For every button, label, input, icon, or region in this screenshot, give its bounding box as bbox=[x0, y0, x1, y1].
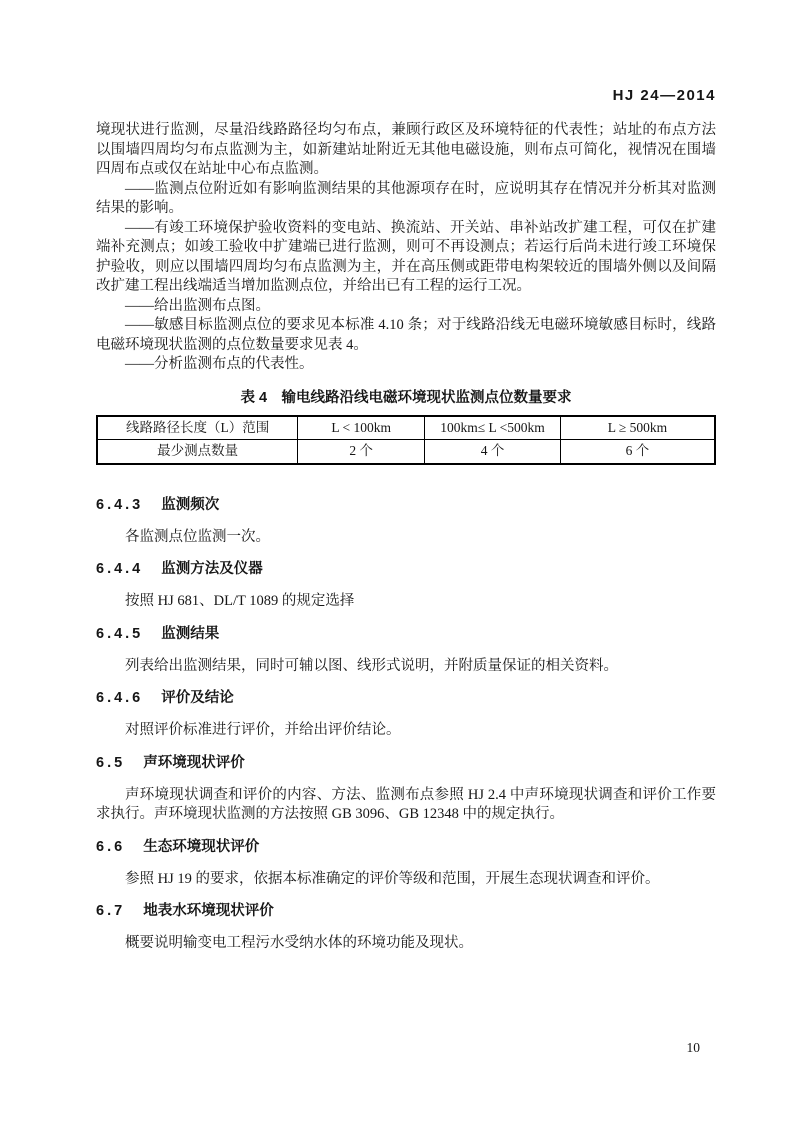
section-6-5 bbox=[96, 753, 716, 825]
body-paragraph: 境现状进行监测，尽量沿线路路径均匀布点，兼顾行政区及环境特征的代表性；站址的布点方法以围墙四周均匀布点监测为主，如新建站址附近无其他电磁设施，则布点可简化，视情况在围墙四周布点或仅在站址中心布点监测。 bbox=[96, 122, 716, 177]
page-number: 10 bbox=[686, 1040, 700, 1055]
section-number: 6.4.6 bbox=[96, 690, 144, 706]
table-cell: 2 个 bbox=[298, 440, 425, 464]
section-6-4-5 bbox=[96, 624, 716, 677]
section-title: 地表水环境现状评价 bbox=[143, 903, 274, 919]
section-number: 6.6 bbox=[96, 838, 126, 855]
table-caption: 表 4 输电线路沿线电磁环境现状监测点位数量要求 bbox=[240, 389, 572, 406]
table-4 bbox=[96, 415, 716, 465]
document-header-code: HJ 24—2014 bbox=[612, 87, 716, 104]
table-cell: 线路路径长度（L）范围 bbox=[97, 416, 298, 440]
section-body: 参照 HJ 19 的要求，依据本标准确定的评价等级和范围，开展生态现状调查和评价。 bbox=[125, 870, 660, 887]
section-number: 6.4.4 bbox=[96, 561, 144, 577]
section-6-4-4 bbox=[96, 559, 716, 612]
section-heading bbox=[96, 901, 716, 921]
section-body: 概要说明输变电工程污水受纳水体的环境功能及现状。 bbox=[125, 935, 473, 951]
page-content bbox=[96, 0, 716, 966]
sections-block bbox=[96, 495, 716, 954]
body-paragraph: ——敏感目标监测点位的要求见本标准 4.10 条；对于线路沿线无电磁环境敏感目标时，线路电磁环境现状监测的点位数量要求见表 4。 bbox=[96, 317, 716, 353]
section-heading bbox=[96, 837, 716, 857]
table-cell: 4 个 bbox=[425, 440, 561, 464]
section-title: 监测频次 bbox=[161, 496, 220, 513]
table-cell: L ≥ 500km bbox=[560, 416, 715, 440]
body-paragraph: ——给出监测布点图。 bbox=[125, 297, 270, 314]
table-cell: L < 100km bbox=[298, 416, 425, 440]
section-title: 声环境现状评价 bbox=[143, 754, 245, 771]
body-paragraph: ——监测点位附近如有影响监测结果的其他源项存在时，应说明其存在情况并分析其对监测结果的影响。 bbox=[96, 180, 716, 216]
section-heading bbox=[96, 624, 716, 644]
section-number: 6.4.3 bbox=[96, 496, 144, 513]
body-text-block bbox=[96, 121, 716, 375]
table-row bbox=[97, 440, 715, 464]
section-title: 监测结果 bbox=[161, 625, 220, 642]
section-body: 对照评价标准进行评价，并给出评价结论。 bbox=[125, 722, 401, 738]
body-paragraph: ——有竣工环境保护验收资料的变电站、换流站、开关站、串补站改扩建工程，可仅在扩建端补充测点；如竣工验收中扩建端已进行监测，则可不再设测点；若运行后尚未进行竣工环境保护验收，则应以围墙四周均匀布点监测为主，并在高压侧或距带电构架较近的围墙外侧以及间隔改扩建工程出线端适当增加监测点位，并给出已有工程的运行工况。 bbox=[96, 219, 716, 294]
section-number: 6.4.5 bbox=[96, 625, 144, 642]
section-body: 列表给出监测结果，同时可辅以图、线形式说明，并附质量保证的相关资料。 bbox=[125, 657, 618, 674]
section-number: 6.7 bbox=[96, 903, 126, 919]
section-title: 评价及结论 bbox=[161, 690, 234, 706]
table-cell: 最少测点数量 bbox=[97, 440, 298, 464]
table-cell: 100km≤ L <500km bbox=[425, 416, 561, 440]
body-paragraph: ——分析监测布点的代表性。 bbox=[125, 356, 314, 372]
section-title: 监测方法及仪器 bbox=[161, 561, 263, 577]
section-6-6 bbox=[96, 837, 716, 890]
section-body: 按照 HJ 681、DL/T 1089 的规定选择 bbox=[125, 593, 355, 609]
section-title: 生态环境现状评价 bbox=[143, 838, 260, 855]
section-6-4-3 bbox=[96, 495, 716, 548]
section-body: 声环境现状调查和评价的内容、方法、监测布点参照 HJ 2.4 中声环境现状调查和评价工作要求执行。声环境现状监测的方法按照 GB 3096、GB 12348 中的规定执行。 bbox=[96, 786, 716, 822]
section-number: 6.5 bbox=[96, 754, 126, 771]
section-body: 各监测点位监测一次。 bbox=[125, 528, 270, 545]
section-6-7 bbox=[96, 901, 716, 954]
section-heading bbox=[96, 495, 716, 515]
table-cell: 6 个 bbox=[560, 440, 715, 464]
section-heading bbox=[96, 753, 716, 773]
section-6-4-6 bbox=[96, 688, 716, 741]
section-heading bbox=[96, 559, 716, 579]
table-row bbox=[97, 416, 715, 440]
section-heading bbox=[96, 688, 716, 708]
